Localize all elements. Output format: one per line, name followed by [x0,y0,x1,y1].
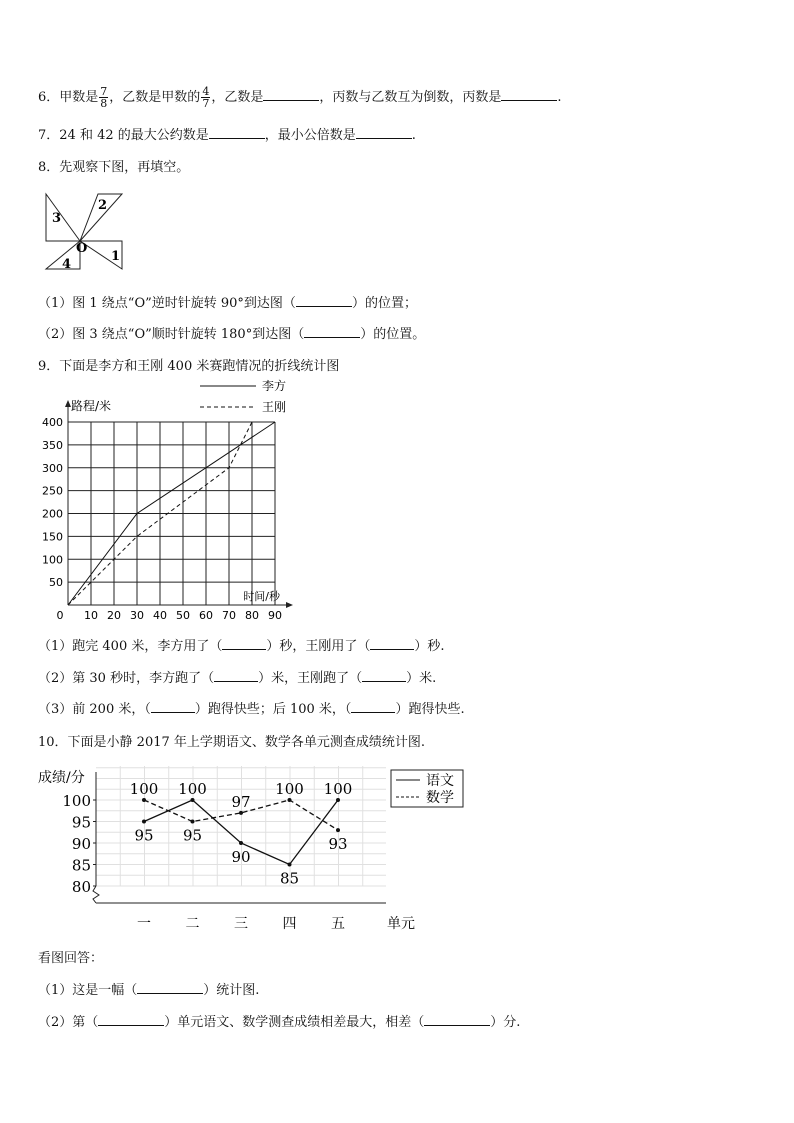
question-7 [38,124,416,143]
data-label: 85 [279,869,300,888]
answer-blank[interactable] [370,637,414,650]
sub-question-text: （2）图 3 绕点“O”顺时针旋转 180°到达图（ [38,327,305,342]
sub-question-text: ）秒. [414,639,445,654]
x-tick-label: 10 [84,609,98,622]
data-point [191,820,195,824]
sub-question-text: ）跑得快些. [395,702,465,717]
question-text: ，乙数是 [211,90,264,105]
denominator: 8 [100,97,108,110]
x-axis-arrow [286,602,293,608]
answer-blank[interactable] [151,700,195,713]
answer-prompt: 看图回答： [38,951,104,966]
y-tick-label: 85 [71,856,91,875]
legend-label: 语文 [426,773,454,789]
sub-question-text: ）的位置； [351,296,417,311]
sub-question-text: （1）这是一幅（ [38,983,138,998]
data-label: 90 [231,848,251,866]
race-line-chart [38,376,338,626]
data-point [142,798,146,802]
data-point [288,798,292,802]
data-label: 97 [231,792,251,811]
x-tick-label: 70 [222,609,236,622]
question-text: ，最小公倍数是 [264,128,356,143]
data-label: 100 [178,780,207,798]
question-number: 6． [38,90,60,105]
question-text: . [411,128,416,143]
question-8 [38,156,189,175]
figure-label-4: 4 [62,257,72,272]
question-10 [38,731,425,750]
sub-question-text: ）分. [490,1015,521,1030]
numerator: 4 [202,85,210,98]
y-tick-label: 400 [42,416,63,429]
figure-label-o: O [76,241,88,256]
answer-blank[interactable] [351,700,395,713]
fraction [201,86,210,109]
answer-blank[interactable] [362,669,406,682]
data-label: 95 [182,826,203,845]
question-text: ，乙数是甲数的 [109,90,201,105]
legend-label: 王刚 [262,400,287,414]
question-text: 24 和 42 的最大公约数是 [59,128,209,143]
x-axis-label: 时间/秒 [243,590,280,603]
sub-question-text: ）的位置。 [360,327,426,342]
answer-blank[interactable] [209,126,265,139]
y-tick-label: 100 [42,553,63,567]
x-tick-label: 80 [245,609,259,622]
y-tick-label: 300 [42,461,63,475]
question-9-sub-1 [38,635,445,654]
legend-label: 数学 [426,790,454,806]
answer-blank[interactable] [137,981,203,994]
x-tick-label: 四 [282,916,297,932]
question-6 [38,86,561,109]
score-line-chart [36,762,472,934]
answer-blank[interactable] [356,126,412,139]
data-point [336,828,340,832]
data-point [142,820,146,824]
answer-blank[interactable] [263,88,319,101]
data-point [336,798,340,802]
x-tick-label: 40 [153,609,167,622]
x-tick-label: 50 [176,609,190,622]
y-tick-label: 95 [71,813,91,832]
sub-question-text: （2）第（ [38,1015,99,1030]
answer-blank[interactable] [214,669,258,682]
x-tick-label: 30 [130,609,144,622]
y-axis-label: 成绩/分 [38,770,85,786]
x-axis-label: 单元 [387,916,415,932]
data-label: 100 [275,780,304,798]
data-label: 95 [134,826,154,845]
question-number: 8． [38,160,60,175]
sub-question-text: ）秒，王刚用了（ [266,639,371,654]
y-tick-label: 90 [71,835,91,853]
data-point [191,798,195,802]
answer-blank[interactable] [304,325,360,338]
x-tick-label: 五 [331,916,345,932]
numerator: 7 [100,85,108,98]
answer-blank[interactable] [424,1013,490,1026]
y-tick-label: 350 [42,438,63,452]
question-9 [38,355,339,374]
y-tick-label: 250 [42,484,63,498]
figure-label-3: 3 [52,211,62,226]
question-10-sub-2 [38,1011,520,1030]
question-text: 下面是小静 2017 年上学期语文、数学各单元测查成绩统计图. [67,735,426,750]
sub-question-text: （1）跑完 400 米，李方用了（ [38,639,223,654]
question-text: 下面是李方和王刚 400 米赛跑情况的折线统计图 [59,359,340,374]
denominator: 7 [202,97,210,110]
question-9-sub-3 [38,698,465,717]
sub-question-text: ）统计图. [203,983,260,998]
question-8-sub-1 [38,292,417,311]
sub-question-text: ）单元语文、数学测查成绩相差最大，相差（ [164,1015,425,1030]
y-tick-label: 200 [42,507,63,521]
question-text: 先观察下图，再填空。 [59,160,190,175]
y-tick-label: 50 [49,576,63,590]
sub-question-text: （3）前 200 米，（ [38,702,151,717]
x-tick-label: 二 [185,916,200,932]
data-point [239,841,243,845]
question-9-sub-2 [38,667,436,686]
y-axis-label: 路程/米 [71,399,112,413]
figure-label-1: 1 [111,249,121,264]
sub-question-text: ）米，王刚跑了（ [258,671,363,686]
rotation-figure [40,190,126,274]
y-tick-label: 80 [71,878,91,896]
x-tick-label: 90 [268,609,282,622]
question-number: 9． [38,359,60,374]
question-text: . [557,90,562,105]
question-text: 甲数是 [59,90,99,105]
data-point [288,863,292,867]
axis-break-mark [93,886,99,903]
x-tick-label: 三 [234,916,248,932]
sub-question-text: ）跑得快些；后 100 米，（ [194,702,352,717]
answer-blank[interactable] [501,88,557,101]
figure-label-2: 2 [98,198,108,213]
question-number: 7． [38,128,60,143]
x-tick-label: 0 [56,609,64,622]
y-tick-label: 100 [62,792,91,810]
data-label: 100 [323,780,353,798]
data-label: 100 [129,780,159,798]
x-tick-label: 60 [199,609,213,622]
sub-question-text: （2）第 30 秒时，李方跑了（ [38,671,215,686]
answer-blank[interactable] [98,1013,164,1026]
sub-question-text: ）米. [406,671,437,686]
sub-question-text: （1）图 1 绕点“O”逆时针旋转 90°到达图（ [38,296,296,311]
question-text: ，丙数与乙数互为倒数，丙数是 [319,90,502,105]
y-tick-label: 150 [42,530,63,544]
data-label: 93 [328,835,348,854]
legend-label: 李方 [262,379,287,393]
x-tick-label: 20 [107,609,121,622]
question-8-sub-2 [38,323,425,342]
answer-blank[interactable] [222,637,266,650]
question-10-sub-1 [38,979,259,998]
answer-blank[interactable] [296,294,352,307]
fraction [99,86,108,109]
data-point [239,811,243,815]
x-tick-label: 一 [137,916,151,932]
question-number: 10． [38,735,68,750]
